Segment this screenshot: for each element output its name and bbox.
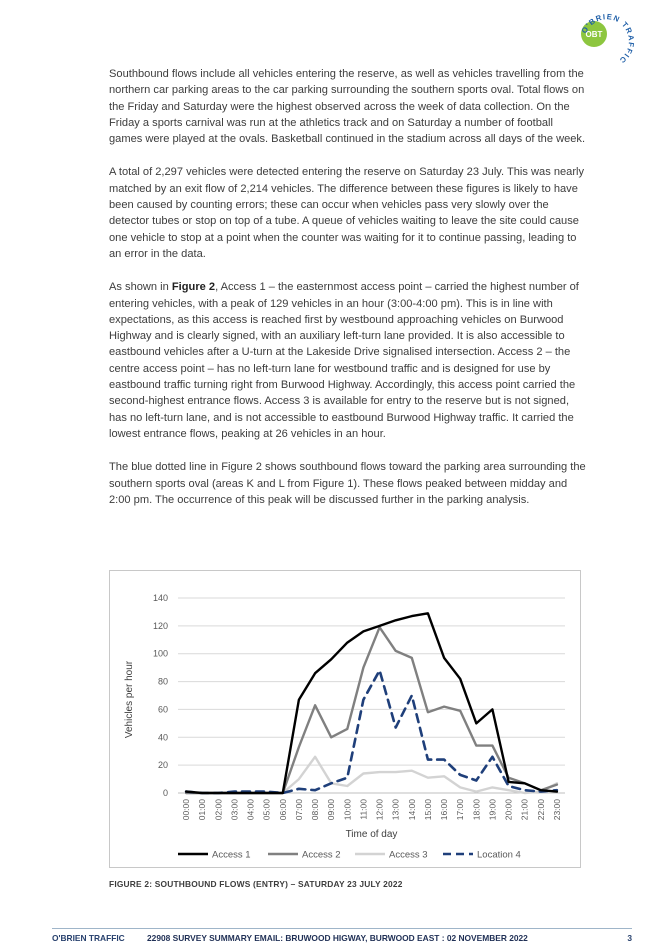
southbound-flows-chart <box>109 570 581 868</box>
x-tick-label-2100: 21:00 <box>519 799 530 821</box>
x-tick-label-1900: 19:00 <box>487 799 498 821</box>
x-axis-title: Time of day <box>345 829 398 840</box>
x-tick-label-0700: 07:00 <box>293 799 304 821</box>
figure-caption: FIGURE 2: SOUTHBOUND FLOWS (ENTRY) – SATURDAY 23 JULY 2022 <box>109 879 403 889</box>
y-tick-label-20: 20 <box>157 760 168 771</box>
legend-label-access-3: Access 3 <box>389 849 428 861</box>
y-tick-label-100: 100 <box>152 648 168 659</box>
paragraph-1: Southbound flows include all vehicles entering the reserve, as well as vehicles travelling from the northern car parking areas to the car parking surrounding the southern sports oval. Total flows on the Friday and Saturday were the highest observed across the week of data collection. On the Friday a sports carnival was run at the athletics track and on Saturday a number of football games were played at the ovals. Basketball continued in the stadium across all days of the week. <box>109 68 586 146</box>
x-tick-label-0100: 01:00 <box>197 799 208 821</box>
page-number: 3 <box>627 933 632 943</box>
y-axis-title: Vehicles per hour <box>124 660 135 739</box>
paragraph-3-body: , Access 1 – the easternmost access point – carried the highest number of entering vehicles, with a peak of 129 vehicles in an hour (3:00-4:00 pm). This is in line with expectations, as this access is reached first by westbound approaching vehicles on Burwood Highway and is clearly signed, with an auxiliary left-turn lane provided. It is also accessible to eastbound vehicles after a U-turn at the Lakeside Drive signalised intersection. Access 2 – the centre access point – has no left-turn lane for westbound traffic and is designed for use by eastbound traffic turning right from Burwood Highway. Accordingly, this access point carried the second-highest entrance flows. Access 3 is available for entry to the reserve but is not signed, has no left-turn lane, and is not accessible to eastbound Burwood Highway traffic. It carried the lowest entrance flows, peaking at 26 vehicles in an hour. <box>109 281 579 440</box>
x-tick-label-2200: 22:00 <box>535 799 546 821</box>
series-line-access-1 <box>186 613 557 793</box>
paragraph-3-lead: As shown in <box>109 281 172 294</box>
x-tick-label-0500: 05:00 <box>261 799 272 821</box>
y-tick-label-80: 80 <box>157 676 168 687</box>
paragraph-2: A total of 2,297 vehicles were detected entering the reserve on Saturday 23 July. This was nearly matched by an exit flow of 2,214 vehicles. The difference between these figures is likely to have been caused by counting errors; these can occur when vehicles pass very slowly over the detector tubes or stop on top of a tube. A queue of vehicles waiting to leave the site could cause one vehicle to stop at a point when the counter was waiting for it to continue passing, leading to an error in the data. <box>109 166 585 260</box>
page-footer <box>52 933 632 945</box>
obrien-traffic-logo <box>574 4 644 74</box>
x-tick-label-1200: 12:00 <box>374 799 385 821</box>
legend-label-access-2: Access 2 <box>302 849 341 861</box>
y-tick-label-120: 120 <box>152 620 168 631</box>
paragraph-3 <box>109 279 587 442</box>
x-tick-label-0300: 03:00 <box>229 799 240 821</box>
footer-company: O'BRIEN TRAFFIC <box>52 933 125 943</box>
footer-document-title: 22908 SURVEY SUMMARY EMAIL: BRUWOOD HIGWAY, BURWOOD EAST : 02 NOVEMBER 2022 <box>147 933 528 943</box>
figure-2-reference: Figure 2 <box>171 281 216 294</box>
logo-badge-text: OBT <box>585 30 603 39</box>
x-tick-label-2000: 20:00 <box>503 799 514 821</box>
logo-ring-text: O'BRIEN TRAFFIC <box>579 12 636 66</box>
x-tick-label-1000: 10:00 <box>342 799 353 821</box>
x-tick-label-0900: 09:00 <box>326 799 337 821</box>
chart-svg <box>110 571 580 867</box>
x-tick-label-1300: 13:00 <box>390 799 401 821</box>
y-tick-label-0: 0 <box>162 788 168 798</box>
x-tick-label-1400: 14:00 <box>406 799 417 821</box>
x-tick-label-1700: 17:00 <box>455 799 466 821</box>
series-line-access-2 <box>186 627 557 793</box>
footer-divider <box>52 928 632 929</box>
x-tick-label-1100: 11:00 <box>358 799 369 820</box>
legend-label-access-1: Access 1 <box>212 849 251 861</box>
x-tick-label-0200: 02:00 <box>213 799 224 821</box>
y-tick-label-140: 140 <box>152 593 168 603</box>
x-tick-label-0400: 04:00 <box>245 799 256 821</box>
y-tick-label-40: 40 <box>157 732 168 743</box>
x-tick-label-0600: 06:00 <box>277 799 288 821</box>
legend-label-location-4: Location 4 <box>477 849 521 861</box>
y-tick-label-60: 60 <box>157 704 168 715</box>
x-tick-label-0000: 00:00 <box>181 799 192 821</box>
x-tick-label-0800: 08:00 <box>310 799 321 821</box>
paragraph-4: The blue dotted line in Figure 2 shows southbound flows toward the parking area surrounding the southern sports oval (areas K and L from Figure 1). These flows peaked between midday and 2:00 pm. The occurrence of this peak will be discussed further in the parking analysis. <box>109 461 586 506</box>
x-tick-label-1600: 16:00 <box>439 799 450 821</box>
x-tick-label-1500: 15:00 <box>422 799 433 821</box>
x-tick-label-2300: 23:00 <box>551 799 562 821</box>
body-text <box>109 66 587 525</box>
series-line-location-4 <box>186 670 557 793</box>
x-tick-label-1800: 18:00 <box>471 799 482 821</box>
